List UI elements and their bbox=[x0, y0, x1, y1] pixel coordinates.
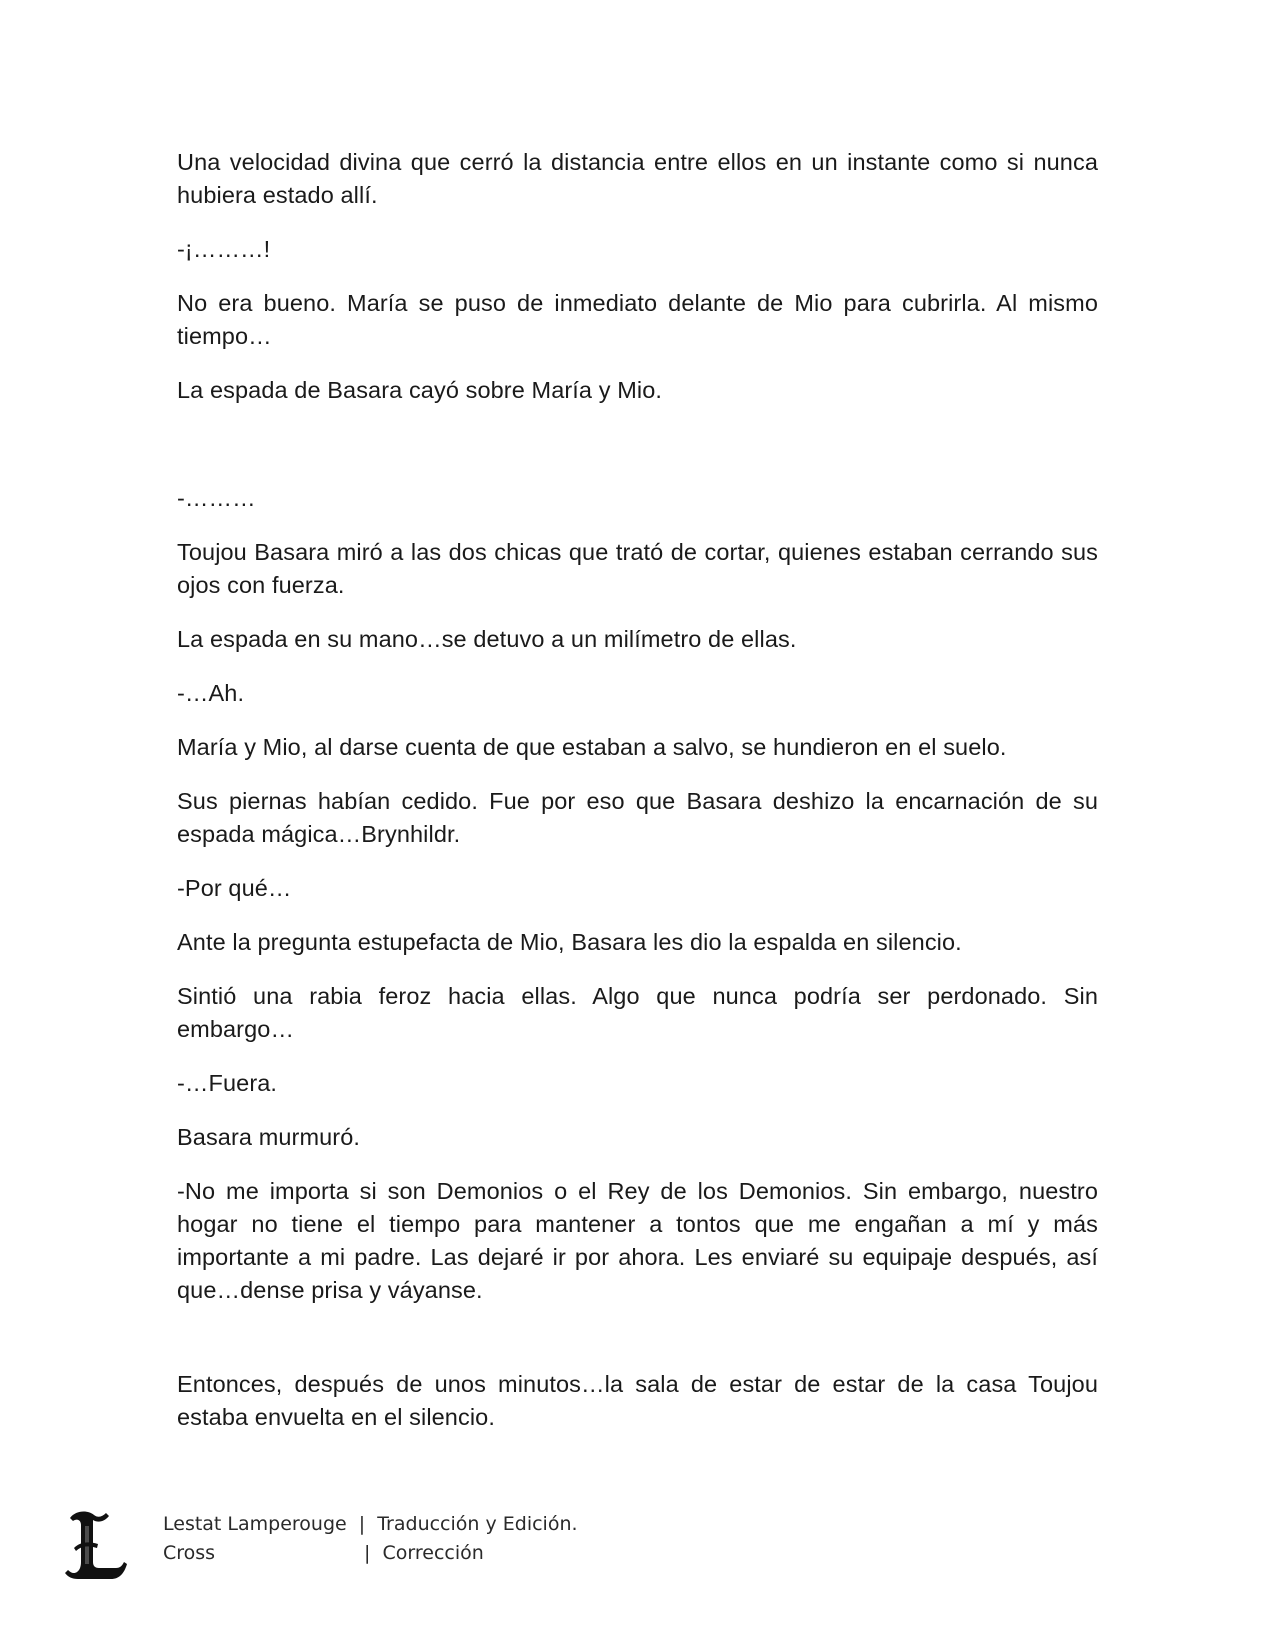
credits bbox=[163, 1510, 578, 1568]
paragraph: Entonces, después de unos minutos…la sala de estar de estar de la casa Toujou estaba envuelta en el silencio. bbox=[177, 1371, 1098, 1430]
paragraph: Una velocidad divina que cerró la distancia entre ellos en un instante como si nunca hubiera estado allí. bbox=[177, 149, 1098, 208]
credit-separator: | bbox=[358, 1513, 366, 1535]
section-spacer bbox=[177, 1328, 1098, 1368]
credit-role: Corrección bbox=[382, 1542, 484, 1564]
paragraph: La espada de Basara cayó sobre María y Mio. bbox=[177, 377, 663, 403]
credit-row bbox=[163, 1539, 578, 1568]
credit-row bbox=[163, 1510, 578, 1539]
credit-name: Cross bbox=[163, 1542, 216, 1564]
paragraph: Sus piernas habían cedido. Fue por eso que Basara deshizo la encarnación de su espada mágica…Brynhildr. bbox=[177, 788, 1098, 847]
paragraph: -……… bbox=[177, 485, 256, 511]
gothic-letter-l-logo-icon bbox=[64, 1508, 128, 1582]
document-body bbox=[177, 146, 1098, 1455]
page-footer bbox=[64, 1508, 624, 1588]
paragraph: -…Ah. bbox=[177, 680, 245, 706]
paragraph: María y Mio, al darse cuenta de que estaban a salvo, se hundieron en el suelo. bbox=[177, 734, 1007, 760]
paragraph: -Por qué… bbox=[177, 875, 292, 901]
paragraph: Toujou Basara miró a las dos chicas que trató de cortar, quienes estaban cerrando sus ojos con fuerza. bbox=[177, 539, 1098, 598]
paragraph: Basara murmuró. bbox=[177, 1124, 361, 1150]
credit-separator: | bbox=[364, 1542, 371, 1564]
credit-name: Lestat Lamperouge bbox=[163, 1513, 347, 1535]
paragraph: -No me importa si son Demonios o el Rey de los Demonios. Sin embargo, nuestro hogar no tiene el tiempo para mantener a tontos que me engañan a mí y más importante a mi padre. Las dejaré ir por ahora. Les enviaré su equipaje después, así que…dense prisa y váyanse. bbox=[177, 1178, 1098, 1303]
credit-role: Traducción y Edición. bbox=[377, 1513, 578, 1535]
paragraph: -…Fuera. bbox=[177, 1070, 278, 1096]
paragraph: Sintió una rabia feroz hacia ellas. Algo que nunca podría ser perdonado. Sin embargo… bbox=[177, 983, 1098, 1042]
paragraph: -¡………! bbox=[177, 236, 271, 262]
paragraph: No era bueno. María se puso de inmediato delante de Mio para cubrirla. Al mismo tiempo… bbox=[177, 290, 1098, 349]
paragraph: Ante la pregunta estupefacta de Mio, Basara les dio la espalda en silencio. bbox=[177, 929, 962, 955]
section-spacer bbox=[177, 428, 1098, 482]
paragraph: La espada en su mano…se detuvo a un milímetro de ellas. bbox=[177, 626, 797, 652]
